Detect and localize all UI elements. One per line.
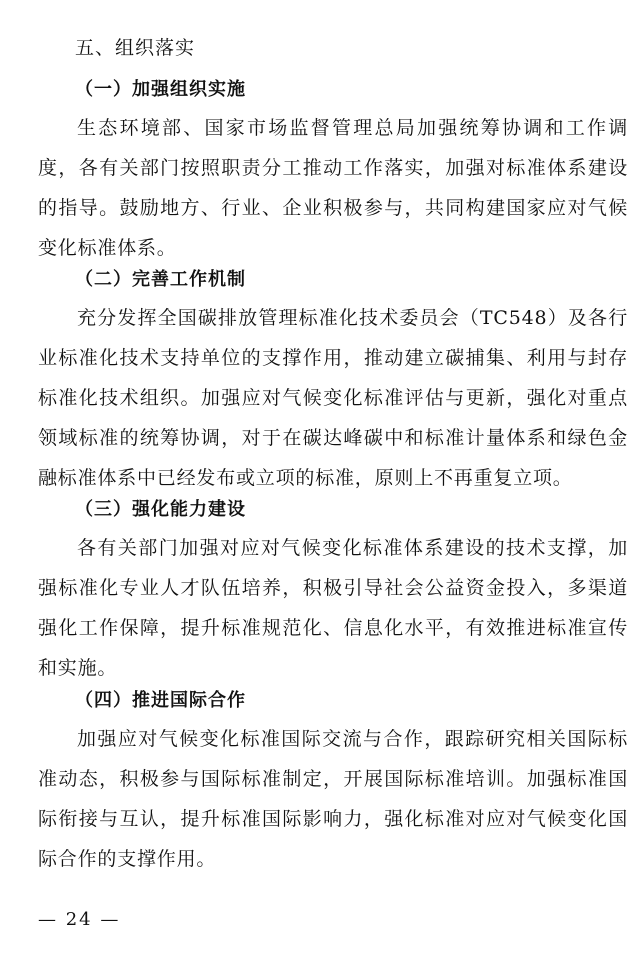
subsection-paragraph-2: 充分发挥全国碳排放管理标准化技术委员会（TC548）及各行业标准化技术支持单位的支撑作用，推动建立碳捕集、利用与封存标准化技术组织。加强应对气候变化标准评估与更新，强化对重点领域标准的统筹协调，对于在碳达峰碳中和标准计量体系和绿色金融标准体系中已经发布或立项的标准，原则上不再重复立项。 — [38, 307, 628, 489]
section-title: 五、组织落实 — [75, 37, 196, 59]
subsection-heading-4: （四）推进国际合作 — [75, 690, 246, 711]
subsection-paragraph-4: 加强应对气候变化标准国际交流与合作，跟踪研究相关国际标准动态，积极参与国际标准制定，开展国际标准培训。加强标准国际衔接与互认，提升标准国际影响力，强化标准对应对气候变化国际合作的支撑作用。 — [38, 728, 628, 870]
subsection-heading-2: （二）完善工作机制 — [75, 269, 246, 290]
subsection-paragraph-3: 各有关部门加强对应对气候变化标准体系建设的技术支撑，加强标准化专业人才队伍培养，积极引导社会公益资金投入，多渠道强化工作保障，提升标准规范化、信息化水平，有效推进标准宣传和实施。 — [38, 537, 628, 679]
page-number: — 24 — — [38, 909, 121, 930]
subsection-heading-1: （一）加强组织实施 — [75, 79, 246, 100]
subsection-heading-3: （三）强化能力建设 — [75, 499, 246, 520]
subsection-paragraph-1: 生态环境部、国家市场监督管理总局加强统筹协调和工作调度，各有关部门按照职责分工推动工作落实，加强对标准体系建设的指导。鼓励地方、行业、企业积极参与，共同构建国家应对气候变化标准体系。 — [38, 117, 628, 259]
